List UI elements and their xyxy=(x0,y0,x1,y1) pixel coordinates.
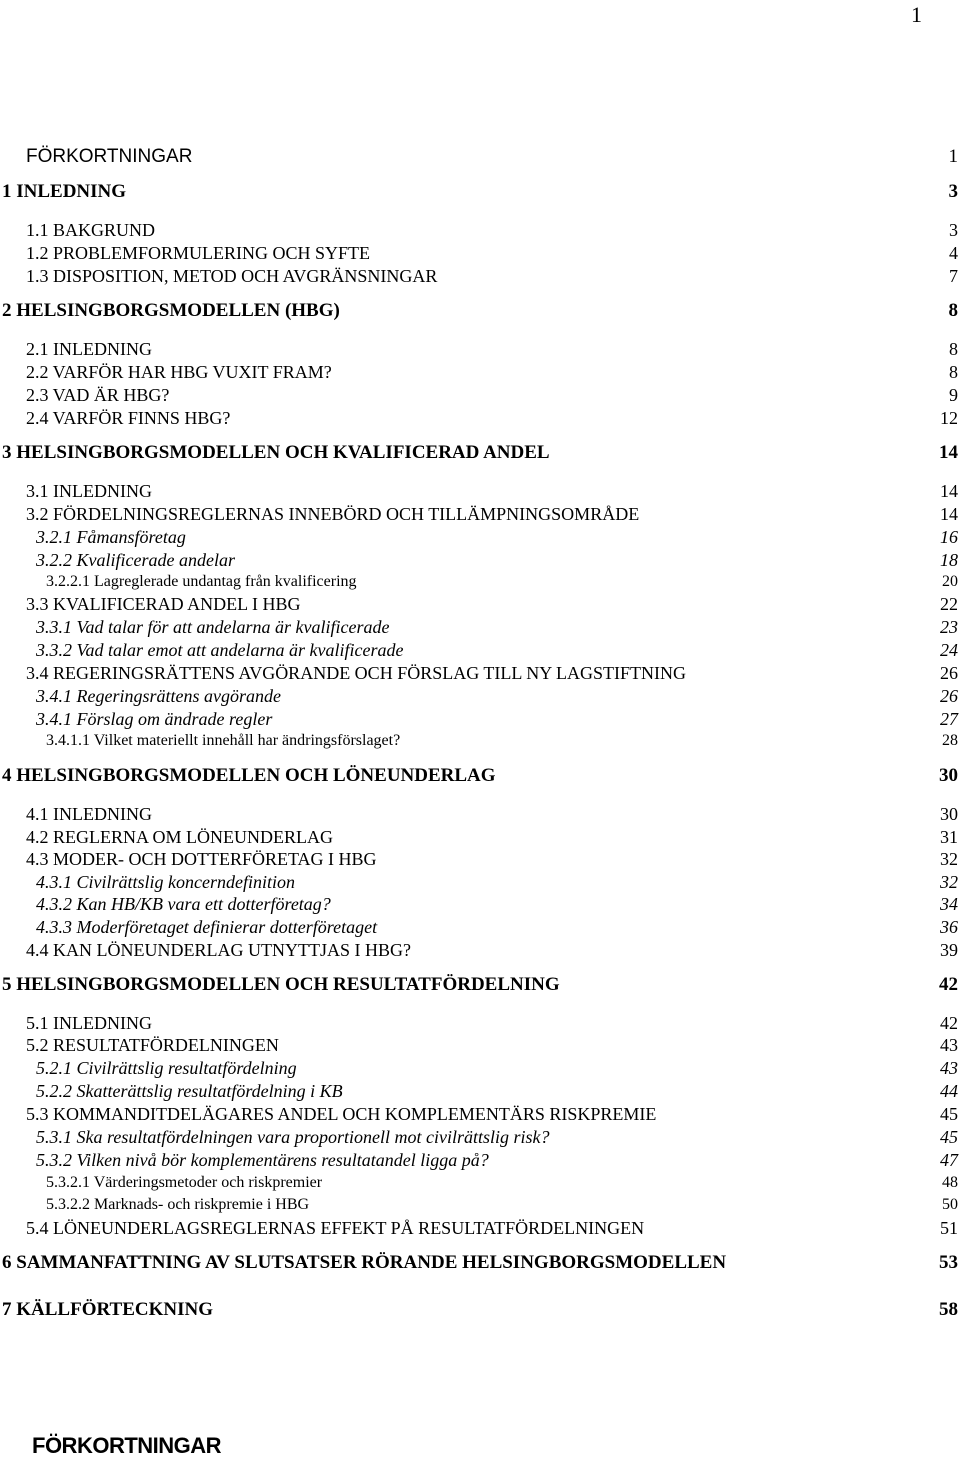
toc-entry-page-number: 58 xyxy=(939,1299,958,1320)
toc-entry-label: 4.3.1 Civilrättslig koncerndefinition xyxy=(36,871,295,892)
toc-entry[interactable] xyxy=(0,847,960,871)
toc-entry-page-number: 30 xyxy=(940,803,958,824)
toc-entry[interactable] xyxy=(0,1193,960,1217)
toc-entry[interactable] xyxy=(0,1033,960,1057)
toc-entry[interactable] xyxy=(0,825,960,849)
toc-entry-label: 4.4 KAN LÖNEUNDERLAG UTNYTTJAS I HBG? xyxy=(26,939,411,960)
toc-entry-label: 5.2.2 Skatterättslig resultatfördelning i KB xyxy=(36,1080,343,1101)
toc-entry-page-number: 30 xyxy=(939,765,958,786)
toc-entry-label: 5.3.2.2 Marknads- och riskpremie i HBG xyxy=(46,1196,310,1213)
toc-entry[interactable] xyxy=(0,502,960,526)
toc-entry-page-number: 4 xyxy=(949,242,958,263)
toc-entry-label: 3.2 FÖRDELNINGSREGLERNAS INNEBÖRD OCH TILLÄMPNINGSOMRÅDE xyxy=(26,503,640,524)
toc-entry-page-number: 23 xyxy=(940,616,958,637)
toc-entry[interactable] xyxy=(0,1102,960,1126)
toc-entry[interactable] xyxy=(0,1011,960,1035)
toc-entry[interactable] xyxy=(0,548,960,572)
toc-entry-page-number: 47 xyxy=(940,1149,958,1170)
toc-entry-label: 4.2 REGLERNA OM LÖNEUNDERLAG xyxy=(26,826,333,847)
toc-entry-label: 5.2.1 Civilrättslig resultatfördelning xyxy=(36,1057,297,1078)
section-heading-abbreviations: FÖRKORTNINGAR xyxy=(32,1433,222,1458)
toc-entry-label: 5.3.1 Ska resultatfördelningen vara proportionell mot civilrättslig risk? xyxy=(36,1126,550,1147)
toc-entry[interactable] xyxy=(0,938,960,962)
toc-entry-page-number: 28 xyxy=(942,732,958,749)
toc-entry[interactable] xyxy=(0,1251,960,1275)
toc-entry[interactable] xyxy=(0,684,960,708)
toc-entry-page-number: 8 xyxy=(949,338,958,359)
toc-entry-page-number: 9 xyxy=(949,384,958,405)
toc-entry-page-number: 42 xyxy=(940,1012,958,1033)
toc-entry-page-number: 32 xyxy=(940,871,958,892)
toc-entry[interactable] xyxy=(0,870,960,894)
toc-entry-page-number: 45 xyxy=(940,1126,958,1147)
toc-entry-label: 3.3.1 Vad talar för att andelarna är kvalificerade xyxy=(36,616,390,637)
toc-entry-page-number: 8 xyxy=(948,300,958,321)
toc-entry-label: 3.2.1 Fåmansföretag xyxy=(36,526,186,547)
toc-entry[interactable] xyxy=(0,337,960,361)
toc-entry-page-number: 3 xyxy=(949,219,958,240)
toc-entry[interactable] xyxy=(0,406,960,430)
toc-entry-page-number: 43 xyxy=(940,1057,958,1078)
toc-entry[interactable] xyxy=(0,1079,960,1103)
toc-entry-page-number: 48 xyxy=(942,1174,958,1191)
toc-entry[interactable] xyxy=(0,1148,960,1172)
toc-entry-label: 4.3 MODER- OCH DOTTERFÖRETAG I HBG xyxy=(26,848,377,869)
toc-entry-page-number: 44 xyxy=(940,1080,958,1101)
toc-entry[interactable] xyxy=(0,525,960,549)
toc-entry-page-number: 42 xyxy=(939,974,958,995)
toc-entry-label: 1.3 DISPOSITION, METOD OCH AVGRÄNSNINGAR xyxy=(26,265,438,286)
toc-entry[interactable] xyxy=(0,915,960,939)
toc-entry-page-number: 26 xyxy=(940,685,958,706)
toc-entry[interactable] xyxy=(0,615,960,639)
toc-entry-label: 5.1 INLEDNING xyxy=(26,1012,152,1033)
page-number: 1 xyxy=(911,2,922,27)
toc-entry[interactable] xyxy=(0,1171,960,1195)
toc-entry-page-number: 45 xyxy=(940,1103,958,1124)
toc-entry[interactable] xyxy=(0,973,960,997)
toc-entry-label: 1 INLEDNING xyxy=(2,181,127,202)
toc-entry[interactable] xyxy=(0,241,960,265)
toc-entry-label: 2.1 INLEDNING xyxy=(26,338,152,359)
toc-entry-page-number: 39 xyxy=(940,939,958,960)
toc-entry-page-number: 43 xyxy=(940,1034,958,1055)
toc-entry[interactable] xyxy=(0,1125,960,1149)
toc-entry-page-number: 24 xyxy=(940,639,958,660)
toc-entry[interactable] xyxy=(0,218,960,242)
toc-entry-label: 4.3.2 Kan HB/KB vara ett dotterföretag? xyxy=(36,893,331,914)
toc-entry[interactable] xyxy=(0,707,960,731)
toc-entry-page-number: 31 xyxy=(940,826,958,847)
toc-entry-label: 2.2 VARFÖR HAR HBG VUXIT FRAM? xyxy=(26,361,332,382)
toc-entry-page-number: 14 xyxy=(940,480,958,501)
toc-entry[interactable] xyxy=(0,661,960,685)
toc-entry-page-number: 18 xyxy=(940,549,958,570)
toc-entry-label: 3.4.1 Förslag om ändrade regler xyxy=(36,708,273,729)
toc-entry-label: 5.3.2.1 Värderingsmetoder och riskpremier xyxy=(46,1174,323,1191)
toc-entry-page-number: 7 xyxy=(949,265,958,286)
toc-entry-page-number: 16 xyxy=(940,526,958,547)
toc-entry-label: 2.4 VARFÖR FINNS HBG? xyxy=(26,407,231,428)
toc-entry[interactable] xyxy=(0,383,960,407)
toc-entry-label: 2 HELSINGBORGSMODELLEN (HBG) xyxy=(2,300,340,321)
toc-entry-label: 4.3.3 Moderföretaget definierar dotterföretaget xyxy=(36,916,378,937)
toc-entry-label: 5.3.2 Vilken nivå bör komplementärens resultatandel ligga på? xyxy=(36,1149,489,1170)
toc-entry-label: 5.3 KOMMANDITDELÄGARES ANDEL OCH KOMPLEMENTÄRS RISKPREMIE xyxy=(26,1103,657,1124)
toc-entry-label: 1.2 PROBLEMFORMULERING OCH SYFTE xyxy=(26,242,371,263)
toc-entry-page-number: 20 xyxy=(942,573,958,590)
toc-entry[interactable] xyxy=(0,180,960,204)
toc-entry[interactable] xyxy=(0,729,960,753)
toc-entry-page-number: 8 xyxy=(949,361,958,382)
toc-entry[interactable] xyxy=(0,802,960,826)
toc-entry-label: 3.4.1 Regeringsrättens avgörande xyxy=(36,685,281,706)
toc-entry-page-number: 53 xyxy=(939,1252,958,1273)
toc-entry[interactable] xyxy=(0,638,960,662)
toc-entry-label: 3.3.2 Vad talar emot att andelarna är kvalificerade xyxy=(36,639,404,660)
toc-entry[interactable] xyxy=(0,479,960,503)
toc-entry[interactable] xyxy=(0,441,960,465)
toc-entry-page-number: 1 xyxy=(948,146,958,167)
toc-entry-page-number: 14 xyxy=(939,442,958,463)
toc-entry-label: 2.3 VAD ÄR HBG? xyxy=(26,384,170,405)
toc-entry-label: FÖRKORTNINGAR xyxy=(26,146,193,167)
toc-entry[interactable] xyxy=(0,892,960,916)
toc-entry-label: 4.1 INLEDNING xyxy=(26,803,152,824)
toc-entry-label: 3.4.1.1 Vilket materiellt innehåll har ändringsförslaget? xyxy=(46,732,401,749)
toc-entry-label: 3.1 INLEDNING xyxy=(26,480,152,501)
toc-entry-page-number: 26 xyxy=(940,662,958,683)
toc-entry-page-number: 51 xyxy=(940,1217,958,1238)
toc-entry-label: 5.4 LÖNEUNDERLAGSREGLERNAS EFFEKT PÅ RESULTATFÖRDELNINGEN xyxy=(26,1217,645,1238)
toc-entry-label: 3 HELSINGBORGSMODELLEN OCH KVALIFICERAD ANDEL xyxy=(2,442,550,463)
toc-entry-label: 1.1 BAKGRUND xyxy=(26,219,156,240)
toc-entry-page-number: 27 xyxy=(940,708,958,729)
toc-entry-label: 3.4 REGERINGSRÄTTENS AVGÖRANDE OCH FÖRSLAG TILL NY LAGSTIFTNING xyxy=(26,662,687,683)
toc-entry-page-number: 22 xyxy=(940,593,958,614)
toc-entry-label: 3.2.2 Kvalificerade andelar xyxy=(36,549,235,570)
toc-entry-page-number: 36 xyxy=(940,916,958,937)
toc-entry[interactable] xyxy=(0,1298,960,1322)
toc-entry[interactable] xyxy=(0,764,960,788)
toc-entry[interactable] xyxy=(0,360,960,384)
toc-entry-label: 5.2 RESULTATFÖRDELNINGEN xyxy=(26,1034,279,1055)
toc-entry[interactable] xyxy=(0,570,960,594)
toc-entry-page-number: 14 xyxy=(940,503,958,524)
toc-entry-page-number: 32 xyxy=(940,848,958,869)
toc-entry-label: 3.2.2.1 Lagreglerade undantag från kvalificering xyxy=(46,573,357,590)
toc-entry-page-number: 3 xyxy=(948,181,958,202)
toc-entry-label: 7 KÄLLFÖRTECKNING xyxy=(2,1299,213,1320)
toc-entry[interactable] xyxy=(0,1216,960,1240)
toc-entry-page-number: 34 xyxy=(940,893,958,914)
toc-entry[interactable] xyxy=(0,299,960,323)
toc-entry-label: 5 HELSINGBORGSMODELLEN OCH RESULTATFÖRDELNING xyxy=(2,974,560,995)
toc-entry[interactable] xyxy=(0,1056,960,1080)
toc-entry-label: 4 HELSINGBORGSMODELLEN OCH LÖNEUNDERLAG xyxy=(2,765,496,786)
toc-entry-page-number: 50 xyxy=(942,1196,958,1213)
toc-entry[interactable] xyxy=(0,592,960,616)
toc-entry-page-number: 12 xyxy=(940,407,958,428)
toc-entry-label: 3.3 KVALIFICERAD ANDEL I HBG xyxy=(26,593,301,614)
toc-entry[interactable] xyxy=(0,145,960,169)
toc-entry[interactable] xyxy=(0,264,960,288)
toc-entry-label: 6 SAMMANFATTNING AV SLUTSATSER RÖRANDE HELSINGBORGSMODELLEN xyxy=(2,1252,727,1273)
